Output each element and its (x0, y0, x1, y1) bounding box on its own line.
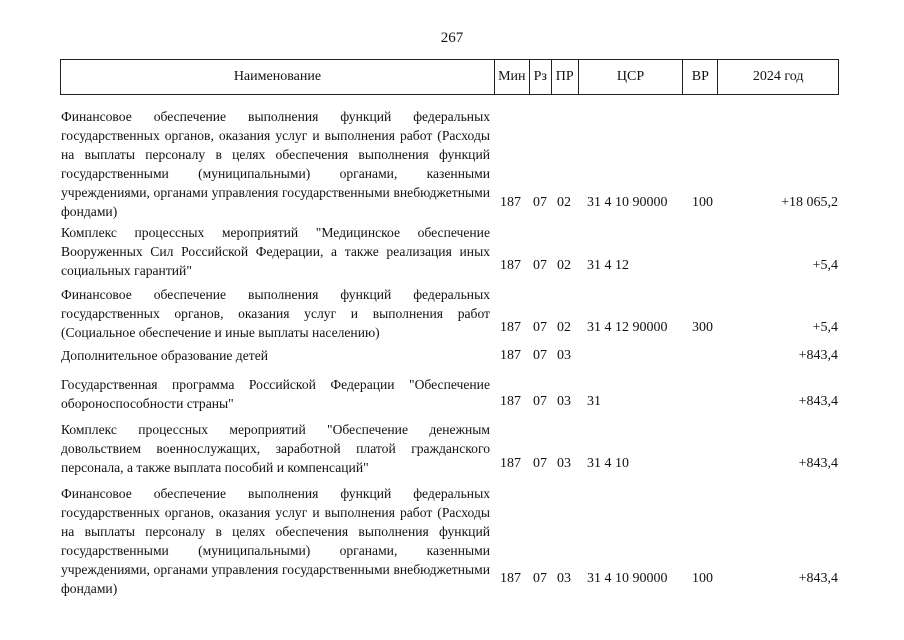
row-pr: 03 (557, 348, 571, 363)
row-min: 187 (500, 320, 521, 335)
row-amount: +5,4 (812, 320, 838, 335)
row-vr: 300 (692, 320, 713, 335)
row-min: 187 (500, 394, 521, 409)
header-vr: ВР (682, 60, 717, 94)
row-min: 187 (500, 571, 521, 586)
row-min: 187 (500, 258, 521, 273)
row-csr: 31 4 10 90000 (587, 571, 668, 586)
row-name: Финансовое обеспечение выполнения функций федеральных государственных органов, оказания услуг и выполнения работ (Расходы на выплаты персоналу в целях обеспечения выполнения функций государственными (муниципальными) органами, казенными учреждениями, органами управления государственными внебюджетными фондами) (61, 486, 490, 596)
row-amount: +843,4 (798, 571, 838, 586)
row-csr: 31 4 10 90000 (587, 195, 668, 210)
row-name: Комплекс процессных мероприятий "Медицинское обеспечение Вооруженных Сил Российской Федерации, а также реализация иных социальных гарантий" (61, 225, 490, 278)
header-min: Мин (494, 60, 529, 94)
row-csr: 31 4 10 (587, 456, 629, 471)
row-csr: 31 4 12 (587, 258, 629, 273)
row-rz: 07 (533, 394, 547, 409)
row-pr: 03 (557, 571, 571, 586)
row-rz: 07 (533, 348, 547, 363)
row-min: 187 (500, 348, 521, 363)
row-rz: 07 (533, 571, 547, 586)
row-amount: +18 065,2 (781, 195, 838, 210)
row-name: Финансовое обеспечение выполнения функций федеральных государственных органов, оказания услуг и выполнения работ (Расходы на выплаты персоналу в целях обеспечения выполнения функций государственными (муниципальными) органами, казенными учреждениями, органами управления государственными внебюджетными фондами) (61, 109, 490, 219)
row-amount: +843,4 (798, 456, 838, 471)
header-year: 2024 год (717, 60, 838, 94)
row-pr: 02 (557, 258, 571, 273)
page-number: 267 (440, 30, 464, 46)
row-pr: 03 (557, 456, 571, 471)
row-name: Дополнительное образование детей (61, 348, 269, 363)
row-pr: 02 (557, 195, 571, 210)
row-rz: 07 (533, 456, 547, 471)
row-amount: +843,4 (798, 394, 838, 409)
row-vr: 100 (692, 195, 713, 210)
row-amount: +5,4 (812, 258, 838, 273)
row-rz: 07 (533, 195, 547, 210)
header-csr: ЦСР (578, 60, 683, 94)
row-csr: 31 (587, 394, 601, 409)
header-name: Наименование (233, 69, 322, 84)
row-min: 187 (500, 456, 521, 471)
row-csr: 31 4 12 90000 (587, 320, 668, 335)
row-pr: 02 (557, 320, 571, 335)
row-vr: 100 (692, 571, 713, 586)
row-min: 187 (500, 195, 521, 210)
row-name: Государственная программа Российской Федерации "Обеспечение обороноспособности страны" (61, 377, 490, 411)
row-amount: +843,4 (798, 348, 838, 363)
header-rz: Рз (529, 60, 551, 94)
row-pr: 03 (557, 394, 571, 409)
row-rz: 07 (533, 258, 547, 273)
header-pr: ПР (551, 60, 578, 94)
row-rz: 07 (533, 320, 547, 335)
row-name: Финансовое обеспечение выполнения функций федеральных государственных органов, оказания услуг и выполнения работ (Социальное обеспечение и иные выплаты населению) (61, 287, 490, 340)
row-name: Комплекс процессных мероприятий "Обеспечение денежным довольствием военнослужащих, заработной платой гражданского персонала, а также выплата пособий и компенсаций" (61, 422, 490, 475)
